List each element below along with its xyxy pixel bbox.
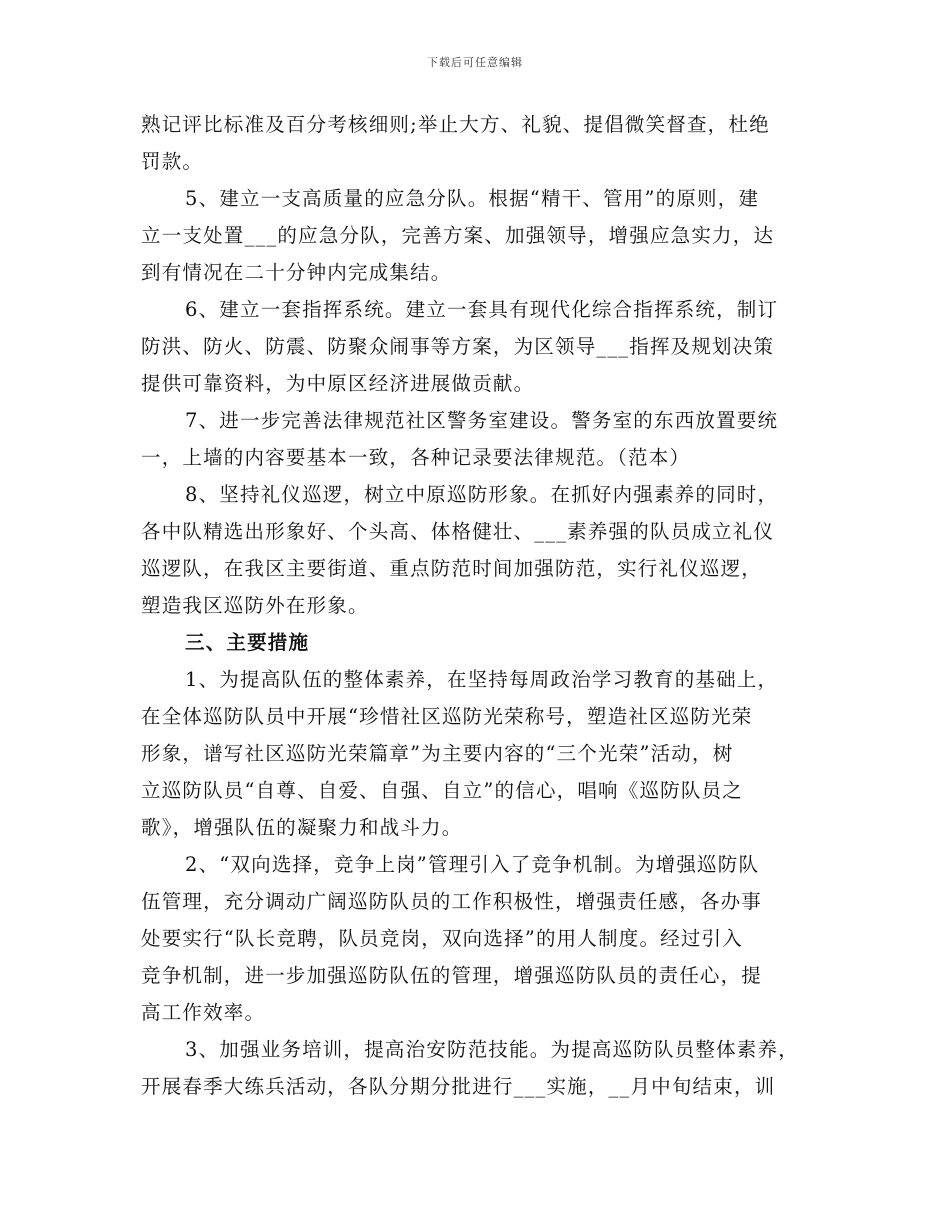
- text-line: 熟记评比标准及百分考核细则;举止大方、礼貌、提倡微笑督查，杜绝: [141, 113, 770, 136]
- text-line: 各中队精选出形象好、个头高、体格健壮、___素养强的队员成立礼仪: [141, 520, 775, 543]
- text-line: 伍管理，充分调动广阔巡防队员的工作积极性，增强责任感，各办事: [141, 890, 763, 913]
- text-line: 高工作效率。: [141, 1001, 266, 1024]
- text-line: 提供可靠资料，为中原区经济进展做贡献。: [141, 372, 535, 395]
- text-line: 到有情况在二十分钟内完成集结。: [141, 261, 452, 284]
- document-body: [141, 106, 811, 1105]
- text-line: 立巡防队员“自尊、自爱、自强、自立”的信心，唱响《巡防队员之: [141, 779, 743, 802]
- text-line: 防洪、防火、防震、防聚众闹事等方案，为区领导___指挥及规划决策: [141, 335, 775, 358]
- text-line: 塑造我区巡防外在形象。: [141, 594, 369, 617]
- page-header: 下载后可任意编辑: [427, 56, 523, 69]
- text-line: 处要实行“队长竞聘，队员竞岗，双向选择”的用人制度。经过引入: [141, 927, 743, 950]
- text-line: 歌》，增强队伍的凝聚力和战斗力。: [141, 816, 463, 839]
- text-line: 3、加强业务培训，提高治安防范技能。为提高巡防队员整体素养，: [185, 1038, 799, 1061]
- text-line: 7、进一步完善法律规范社区警务室建设。警务室的东西放置要统: [185, 409, 779, 432]
- text-line: 巡逻队，在我区主要街道、重点防范时间加强防范，实行礼仪巡逻，: [141, 557, 763, 580]
- text-line: 2、“双向选择，竞争上岗”管理引入了竞争机制。为增强巡防队: [185, 853, 760, 876]
- section-heading: 三、主要措施: [185, 631, 310, 654]
- text-line: 立一支处置___的应急分队，完善方案、加强领导，增强应急实力，达: [141, 224, 775, 247]
- text-line: 开展春季大练兵活动，各队分期分批进行___实施，__月中旬结束，训: [141, 1075, 776, 1098]
- text-line: 6、建立一套指挥系统。建立一套具有现代化综合指挥系统，制订: [185, 298, 779, 321]
- text-line: 竞争机制，进一步加强巡防队伍的管理，增强巡防队员的责任心，提: [141, 964, 763, 987]
- text-line: 在全体巡防队员中开展“珍惜社区巡防光荣称号，塑造社区巡防光荣: [141, 705, 753, 728]
- text-line: 一，上墙的内容要基本一致，各种记录要法律规范。（范本）: [141, 446, 691, 469]
- text-line: 罚款。: [141, 150, 204, 173]
- text-line: 8、坚持礼仪巡逻，树立中原巡防形象。在抓好内强素养的同时，: [185, 483, 779, 506]
- text-line: 形象，谱写社区巡防光荣篇章”为主要内容的“三个光荣”活动，树: [141, 742, 734, 765]
- text-line: 5、建立一支高质量的应急分队。根据“精干、管用”的原则，建: [185, 187, 760, 210]
- text-line: 1、为提高队伍的整体素养，在坚持每周政治学习教育的基础上，: [185, 668, 779, 691]
